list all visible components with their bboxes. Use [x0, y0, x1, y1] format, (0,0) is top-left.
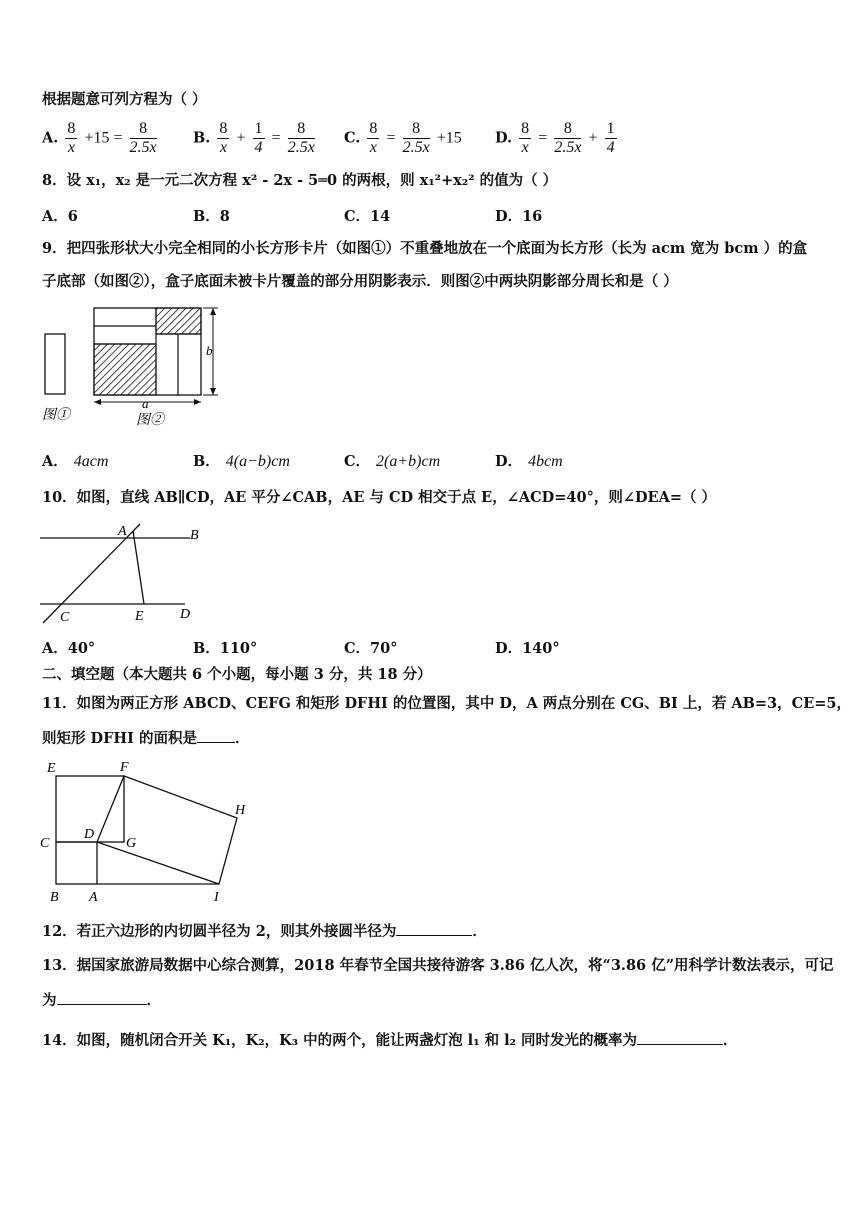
q9-option-c: C． 2(a+b)cm	[344, 453, 441, 470]
point-b: B	[190, 528, 199, 543]
point-c: C	[40, 836, 50, 851]
q11-figure	[36, 758, 256, 906]
q11-stem-line2: 则矩形 DFHI 的面积是 ．	[42, 730, 250, 747]
fig1-label: 图①	[42, 408, 70, 423]
fig1-card	[45, 334, 65, 394]
q10-option-a: A．40°	[42, 640, 96, 657]
q9-stem-line2: 子底部（如图②），盒子底面未被卡片覆盖的部分用阴影表示．则图②中两块阴影部分周长和是（ ）	[42, 273, 678, 290]
q13-stem-line2: 为 ．	[42, 992, 161, 1009]
q10-option-c: C．70°	[344, 640, 398, 657]
q8-option-d: D．16	[495, 208, 543, 225]
point-i: I	[214, 890, 219, 905]
q9-option-d: D． 4bcm	[495, 453, 563, 470]
point-d: D	[180, 607, 191, 622]
q7-option-b: B. $\frac{8}{x}$ + $\frac{1}{4}$ = $\frac{8}{2.5x}$	[193, 120, 315, 156]
q9-option-a: A． 4acm	[42, 453, 109, 470]
point-g: G	[126, 836, 137, 851]
shade-top-right	[156, 308, 201, 334]
q10-option-b: B．110°	[193, 640, 258, 657]
q10-option-d: D．140°	[495, 640, 560, 657]
point-c: C	[60, 610, 70, 625]
q14-stem: 14．如图，随机闭合开关 K₁，K₂，K₃ 中的两个，能让两盏灯泡 l₁ 和 l₂ 同时发光的概率为 ．	[42, 1032, 738, 1049]
q7-option-c: C. $\frac{8}{x}$ = $\frac{8}{2.5x}$ +15	[344, 120, 462, 156]
q7-option-d: D. $\frac{8}{x}$ = $\frac{8}{2.5x}$ + $\frac{1}{4}$	[495, 120, 615, 156]
q12-stem: 12．若正六边形的内切圆半径为 2，则其外接圆半径为 ．	[42, 923, 487, 940]
shade-bottom-left	[94, 344, 156, 395]
q7-stem: 根据题意可列方程为（ ）	[42, 91, 207, 108]
point-b: B	[50, 890, 59, 905]
answer-blank[interactable]	[57, 990, 147, 1005]
answer-blank[interactable]	[637, 1030, 723, 1045]
q8-option-b: B．8	[193, 208, 230, 225]
q9-stem-line1: 9．把四张形状大小完全相同的小长方形卡片（如图①）不重叠地放在一个底面为长方形（长为 acm 宽为 bcm ）的盒	[42, 240, 808, 257]
dim-b: b	[206, 343, 213, 358]
q10-stem: 10．如图，直线 AB∥CD，AE 平分∠CAB，AE 与 CD 相交于点 E，∠ACD=40°，则∠DEA=（ ）	[42, 489, 717, 506]
q10-figure	[40, 520, 210, 625]
q8-stem: 8．设 x₁，x₂ 是一元二次方程 x² - 2x - 5═0 的两根，则 x₁²+x₂² 的值为（ ）	[42, 172, 558, 189]
point-e: E	[135, 609, 144, 624]
q11-stem-line1: 11．如图为两正方形 ABCD、CEFG 和矩形 DFHI 的位置图，其中 D，A 两点分别在 CG、BI 上，若 AB=3，CE=5，	[42, 695, 851, 712]
q13-stem-line1: 13．据国家旅游局数据中心综合测算，2018 年春节全国共接待游客 3.86 亿人次，将“3.86 亿”用科学计数法表示，可记	[42, 957, 834, 974]
point-f: F	[120, 760, 129, 775]
answer-blank[interactable]	[197, 728, 235, 743]
point-e: E	[47, 761, 56, 776]
dim-a: a	[142, 396, 149, 411]
q8-option-c: C．14	[344, 208, 391, 225]
q9-option-b: B． 4(a−b)cm	[193, 453, 290, 470]
fig2-label: 图②	[136, 413, 164, 428]
point-h: H	[235, 803, 246, 818]
q9-figure	[38, 300, 228, 430]
point-a: A	[89, 890, 98, 905]
q7-option-a: A. $\frac{8}{x}$ +15 = $\frac{8}{2.5x}$	[42, 120, 157, 156]
answer-blank[interactable]	[396, 921, 472, 936]
point-a: A	[118, 524, 127, 539]
point-d: D	[84, 827, 95, 842]
q8-option-a: A．6	[42, 208, 78, 225]
section-heading: 二、填空题（本大题共 6 个小题，每小题 3 分，共 18 分）	[42, 666, 432, 683]
